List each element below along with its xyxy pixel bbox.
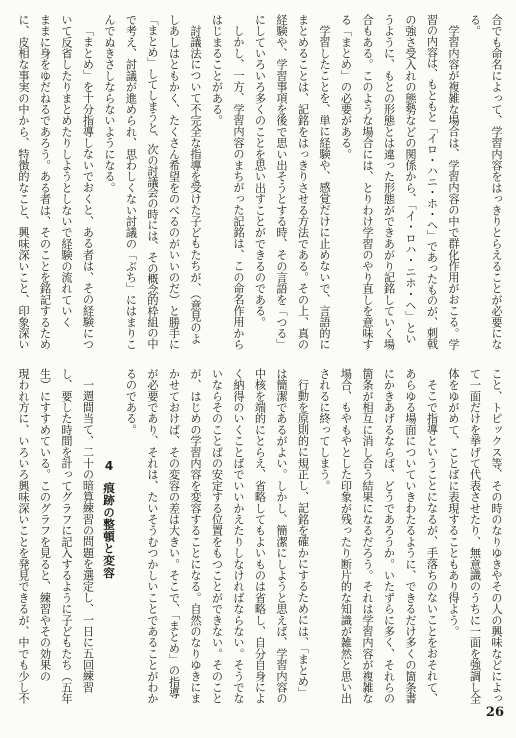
page-number: 26 (485, 705, 504, 720)
text-line: にしていろいろ多くのことを思い出すことができるのである。 (253, 14, 267, 328)
text-line: る「まとめ」の必要がある。 (339, 14, 353, 160)
section-heading (99, 368, 121, 704)
text-line: る。 (468, 14, 482, 37)
upper-text-block (13, 14, 508, 350)
text-line: は簡潔であるがよい。しかし、簡潔にしようと思えば、学習内容の (275, 368, 288, 704)
text-line: で考え、討議が進められ、思わしくない討議の「ぶち」にはまりこ (124, 14, 138, 350)
text-line: に、皮相な事実の中から、特徴的なこと、興味深いこと、印象深い (17, 14, 30, 350)
text-line: はじまることがある。 (210, 14, 224, 126)
text-line: て一面だけを挙げて代表させたり、無意識のうちに一面を強調し全 (468, 368, 482, 704)
section-number: 4 (104, 460, 114, 472)
text-line: そこで指導ということになるが、手落ちのないことをおそれて、 (425, 379, 439, 704)
text-line: 生）にすすめている。このグラフを見ると、練習やその効果の (38, 368, 52, 682)
text-line: 場合、もやもやとした印象が残ったり断片的な知識が雑然と思い出 (339, 368, 353, 704)
text-line: いならそのことばの安定する位置をもつことができない。そのこと (210, 368, 224, 704)
text-line: んでぬきさしならないようになる。 (103, 14, 116, 194)
text-line: が必要であり、それは、たいそうむつかしいことであることがわか (146, 368, 159, 704)
text-line: 討議法について不完全な指導を受けた子どもたちが、（意見のよ (189, 25, 202, 345)
text-line: 学習内容が複雑な場合は、学習内容の中で群化作用がおこる。学 (447, 25, 460, 350)
text-line: 一週間当て、二十の暗算練習の問題を選定し、一日に五回練習 (81, 379, 95, 693)
text-line: し、要した時間を計ってグラフに記入するように子どもたち（五年 (60, 368, 73, 704)
text-line: 「まとめ」を十分指導しないでおくと、ある者は、その経験につ (81, 25, 95, 350)
text-line: く納得のいくことばでいいかえたりしなければならない。そうでな (232, 368, 245, 704)
text-line: 箇条が相互に消し合う結果になるだろう。それは学習内容が複雑な (361, 368, 374, 704)
text-line: いて反省したりまとめたりしようとしないで経験の流れていく (60, 14, 73, 328)
text-line: 「まとめ」してしまうと、次の討議会の時には、その概念的枠組の中 (146, 14, 159, 349)
text-line: にかきあげるならば、どうであろうか。いたずらに多く、それらの (382, 368, 396, 704)
text-line: が、はじめの学習内容を変容することになる。自然のなりゆきにま (189, 368, 202, 704)
lower-text-block (13, 368, 508, 704)
text-line: 合もある。このような場合には、とりわけ学習のやり直しを意味す (361, 14, 374, 350)
text-line: 体をゆがめて、ことばに表現することもあり得よう。 (447, 368, 460, 637)
text-line: うように、もとの形態とは違った形態ができあがり記銘していく場 (382, 14, 396, 350)
text-line: かせておけば、その変容の差は大きい。そこで、「まとめ」の指導 (167, 368, 181, 699)
text-line: 行動を原則的に規正し、記銘を確かにするためには、「まとめ」 (296, 379, 310, 699)
text-line: あらゆる場面についていきわたるように、できるだけ多くの箇条書 (404, 368, 417, 704)
text-line: の強さ受入れの態勢などの関係から、「イ・ロハ・ニホ・ヘ」とい (404, 14, 417, 345)
text-line: 現われ方に、いろいろ興味深いことを発見できるが、中でも少し不 (17, 368, 30, 704)
text-line: るのである。 (124, 368, 138, 436)
text-line: まとめることは、記銘をはっきりさせる方法である。その上、真の (296, 14, 310, 350)
text-line: 中核を端的にとらえ、省略してもよいものは省略し、自分自身によ (253, 368, 267, 704)
text-line: 学習したことを、単に経験や、感覚だけに止めないで、言語的に (318, 25, 331, 350)
text-line: 経験や、学習事項を後で思い出そうとする時、その言語を「つる」 (275, 14, 288, 350)
text-line: 習の内容は、もともと「イロ・ハニ・ホ・ヘ」であったものが、刺戟 (425, 14, 439, 349)
text-line: しかし、一方、学習内容のまちがった記銘は、この命名作用から (232, 25, 245, 350)
text-line: こと、トピックス等、その時のなりゆきやその人の興味などによっ (490, 368, 503, 704)
text-line: しあしはともかく、たくさん希望をのべるのがいいのだ）と勝手に (167, 14, 181, 350)
text-line: されるに終ってしまう。 (318, 368, 331, 492)
text-line: 合でも命名によって、学習内容をはっきりとらえることが必要にな (490, 14, 503, 350)
text-line: ままに身をゆだねるであろう。ある者は、そのことを銘記するため (38, 14, 52, 350)
section-title: 痕跡の整頓と変容 (102, 481, 116, 579)
